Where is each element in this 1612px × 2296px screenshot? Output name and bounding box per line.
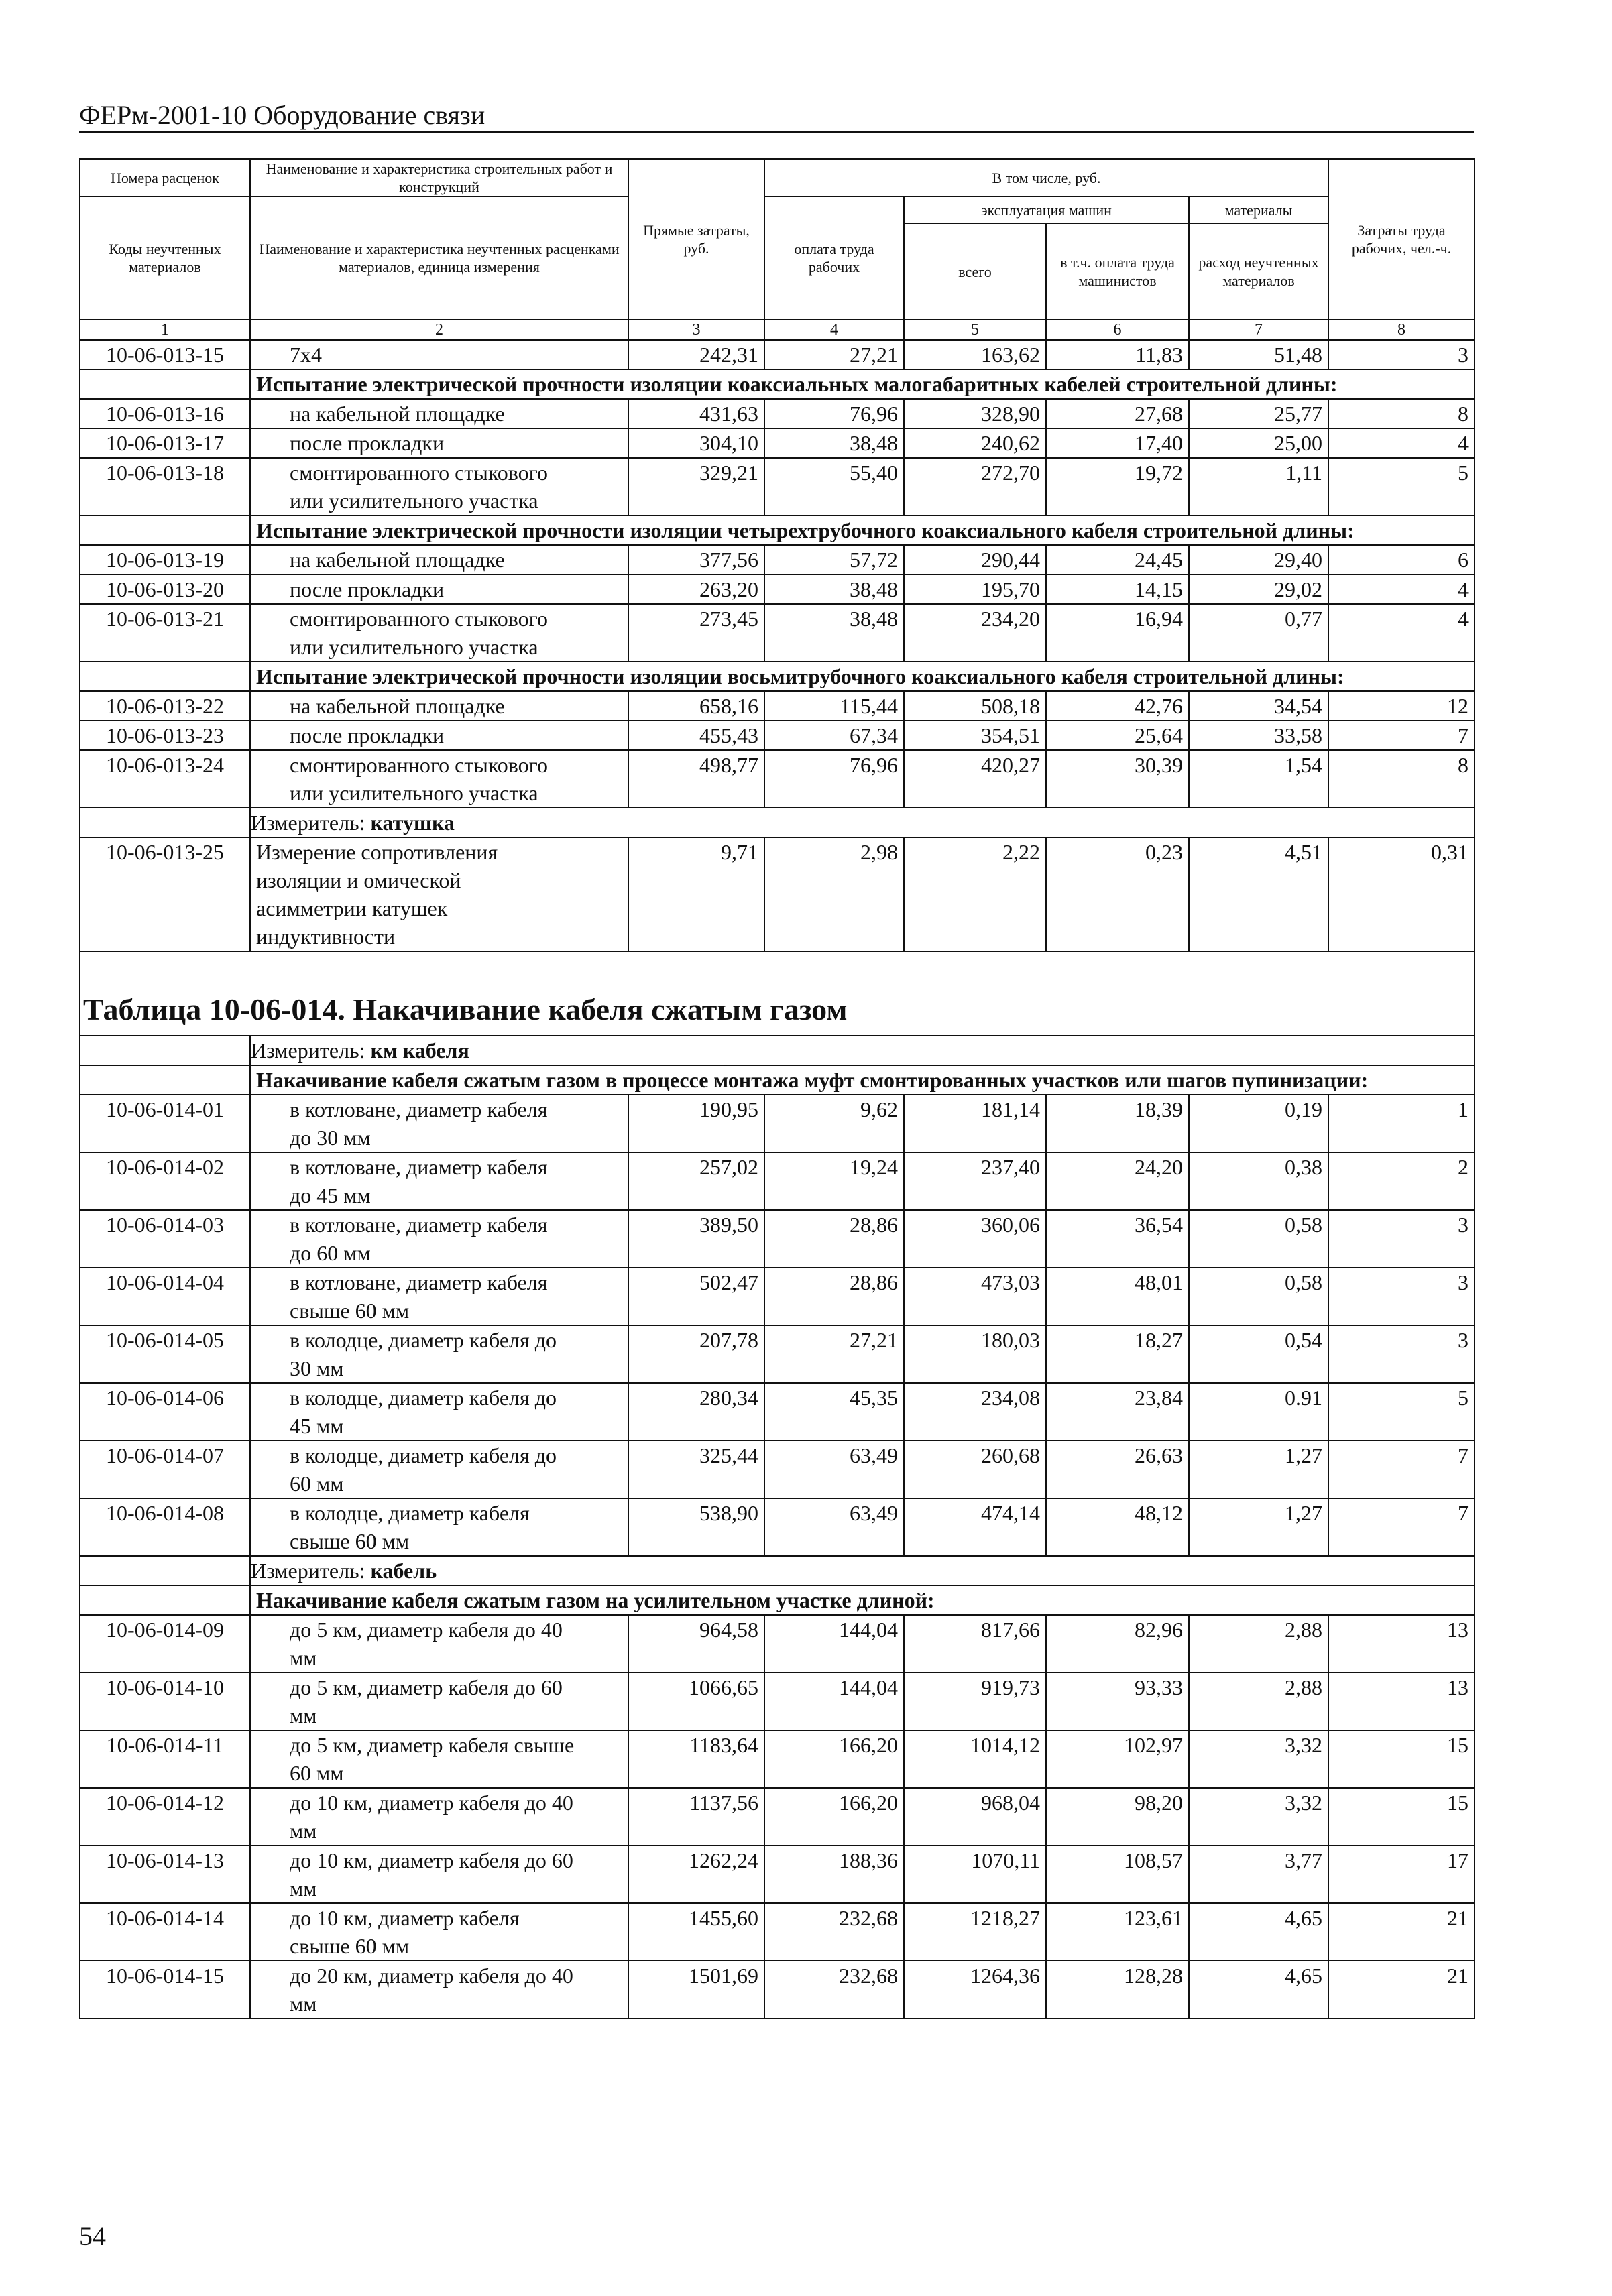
work-name: в котловане, диаметр кабеля свыше 60 мм <box>250 1268 628 1325</box>
materials: 0,54 <box>1189 1325 1328 1383</box>
work-name: после прокладки <box>250 575 628 604</box>
labor: 4 <box>1328 604 1475 662</box>
labor: 6 <box>1328 545 1475 575</box>
measure-row <box>80 1036 1475 1065</box>
column-number: 2 <box>250 320 628 340</box>
rate-code: 10-06-013-21 <box>80 604 250 662</box>
wages: 115,44 <box>764 691 904 721</box>
machines-wages: 25,64 <box>1046 721 1189 750</box>
materials: 25,00 <box>1189 428 1328 458</box>
wages: 28,86 <box>764 1210 904 1268</box>
machines-wages: 48,01 <box>1046 1268 1189 1325</box>
table-row <box>80 1846 1475 1903</box>
empty-cell <box>80 369 250 399</box>
work-name: на кабельной площадке <box>250 399 628 428</box>
labor: 21 <box>1328 1903 1475 1961</box>
materials: 3,32 <box>1189 1788 1328 1846</box>
machines-wages: 102,97 <box>1046 1730 1189 1788</box>
machines-wages: 42,76 <box>1046 691 1189 721</box>
measure-unit <box>250 1036 1475 1065</box>
wages: 188,36 <box>764 1846 904 1903</box>
measure-label: Измеритель: <box>251 1038 371 1063</box>
direct-costs: 273,45 <box>628 604 764 662</box>
direct-costs: 242,31 <box>628 340 764 369</box>
work-name: в котловане, диаметр кабеля до 45 мм <box>250 1152 628 1210</box>
rates-table <box>79 158 1475 2019</box>
column-number: 8 <box>1328 320 1475 340</box>
labor: 0,31 <box>1328 837 1475 951</box>
table-row <box>80 1210 1475 1268</box>
page-number: 54 <box>79 2221 106 2251</box>
direct-costs: 389,50 <box>628 1210 764 1268</box>
section-heading: Накачивание кабеля сжатым газом на усилительном участке длиной: <box>250 1585 1475 1615</box>
measure-value: катушка <box>370 810 455 835</box>
labor: 13 <box>1328 1615 1475 1673</box>
work-name: на кабельной площадке <box>250 691 628 721</box>
table-row <box>80 1615 1475 1673</box>
rate-code: 10-06-014-05 <box>80 1325 250 1383</box>
table-row <box>80 399 1475 428</box>
wages: 55,40 <box>764 458 904 516</box>
section-heading: Испытание электрической прочности изоляции восьмитрубочного коаксиального кабеля строительной длины: <box>250 662 1475 691</box>
materials: 3,77 <box>1189 1846 1328 1903</box>
work-name: в колодце, диаметр кабеля до 60 мм <box>250 1441 628 1498</box>
direct-costs: 263,20 <box>628 575 764 604</box>
direct-costs: 329,21 <box>628 458 764 516</box>
work-name: 7х4 <box>250 340 628 369</box>
header-codes-top: Номера расценок <box>80 159 250 196</box>
wages: 232,68 <box>764 1903 904 1961</box>
labor: 1 <box>1328 1095 1475 1152</box>
rate-code: 10-06-014-13 <box>80 1846 250 1903</box>
work-name: до 10 км, диаметр кабеля свыше 60 мм <box>250 1903 628 1961</box>
labor: 3 <box>1328 340 1475 369</box>
column-number: 5 <box>904 320 1046 340</box>
table-row <box>80 1441 1475 1498</box>
materials: 0,19 <box>1189 1095 1328 1152</box>
machines-total: 473,03 <box>904 1268 1046 1325</box>
rate-code: 10-06-013-17 <box>80 428 250 458</box>
machines-wages: 123,61 <box>1046 1903 1189 1961</box>
table-title-row <box>80 951 1475 1036</box>
machines-total: 272,70 <box>904 458 1046 516</box>
work-name: до 10 км, диаметр кабеля до 60 мм <box>250 1846 628 1903</box>
rate-code: 10-06-014-14 <box>80 1903 250 1961</box>
wages: 76,96 <box>764 399 904 428</box>
labor: 3 <box>1328 1325 1475 1383</box>
direct-costs: 502,47 <box>628 1268 764 1325</box>
materials: 25,77 <box>1189 399 1328 428</box>
header-codes-bottom: Коды неучтенных материалов <box>80 196 250 320</box>
machines-wages: 108,57 <box>1046 1846 1189 1903</box>
header-materials: материалы <box>1189 196 1328 223</box>
machines-total: 1070,11 <box>904 1846 1046 1903</box>
empty-cell <box>80 1556 250 1585</box>
wages: 2,98 <box>764 837 904 951</box>
header-name-top: Наименование и характеристика строительных работ и конструкций <box>250 159 628 196</box>
rate-code: 10-06-014-04 <box>80 1268 250 1325</box>
work-name: смонтированного стыкового или усилительного участка <box>250 458 628 516</box>
column-number: 6 <box>1046 320 1189 340</box>
machines-total: 2,22 <box>904 837 1046 951</box>
labor: 13 <box>1328 1673 1475 1730</box>
wages: 28,86 <box>764 1268 904 1325</box>
materials: 4,51 <box>1189 837 1328 951</box>
table-row <box>80 428 1475 458</box>
header-materials-unaccounted: расход неучтенных материалов <box>1189 223 1328 320</box>
machines-wages: 19,72 <box>1046 458 1189 516</box>
rate-code: 10-06-013-23 <box>80 721 250 750</box>
wages: 166,20 <box>764 1730 904 1788</box>
table-row <box>80 1903 1475 1961</box>
work-name: до 20 км, диаметр кабеля до 40 мм <box>250 1961 628 2018</box>
measure-unit <box>250 808 1475 837</box>
wages: 144,04 <box>764 1615 904 1673</box>
table-row <box>80 1268 1475 1325</box>
machines-total: 1264,36 <box>904 1961 1046 2018</box>
machines-wages: 18,39 <box>1046 1095 1189 1152</box>
machines-total: 180,03 <box>904 1325 1046 1383</box>
empty-cell <box>80 808 250 837</box>
rate-code: 10-06-014-15 <box>80 1961 250 2018</box>
materials: 0,58 <box>1189 1268 1328 1325</box>
rate-code: 10-06-014-10 <box>80 1673 250 1730</box>
wages: 38,48 <box>764 428 904 458</box>
machines-total: 240,62 <box>904 428 1046 458</box>
table-row <box>80 1152 1475 1210</box>
labor: 7 <box>1328 1441 1475 1498</box>
labor: 12 <box>1328 691 1475 721</box>
materials: 0,58 <box>1189 1210 1328 1268</box>
materials: 1,27 <box>1189 1498 1328 1556</box>
table-header <box>80 159 1475 340</box>
work-name: до 10 км, диаметр кабеля до 40 мм <box>250 1788 628 1846</box>
table-row <box>80 1730 1475 1788</box>
measure-row <box>80 1556 1475 1585</box>
rate-code: 10-06-014-11 <box>80 1730 250 1788</box>
machines-total: 237,40 <box>904 1152 1046 1210</box>
section-heading: Испытание электрической прочности изоляции четырехтрубочного коаксиального кабеля строительной длины: <box>250 516 1475 545</box>
table-row <box>80 1788 1475 1846</box>
materials: 3,32 <box>1189 1730 1328 1788</box>
direct-costs: 207,78 <box>628 1325 764 1383</box>
machines-total: 290,44 <box>904 545 1046 575</box>
work-name: смонтированного стыкового или усилительного участка <box>250 750 628 808</box>
labor: 3 <box>1328 1268 1475 1325</box>
wages: 166,20 <box>764 1788 904 1846</box>
machines-total: 260,68 <box>904 1441 1046 1498</box>
rate-code: 10-06-014-12 <box>80 1788 250 1846</box>
machines-total: 354,51 <box>904 721 1046 750</box>
machines-wages: 30,39 <box>1046 750 1189 808</box>
rate-code: 10-06-013-19 <box>80 545 250 575</box>
direct-costs: 658,16 <box>628 691 764 721</box>
machines-total: 328,90 <box>904 399 1046 428</box>
machines-total: 181,14 <box>904 1095 1046 1152</box>
wages: 63,49 <box>764 1498 904 1556</box>
table-row <box>80 340 1475 369</box>
machines-wages: 24,20 <box>1046 1152 1189 1210</box>
labor: 15 <box>1328 1730 1475 1788</box>
rate-code: 10-06-014-03 <box>80 1210 250 1268</box>
direct-costs: 280,34 <box>628 1383 764 1441</box>
direct-costs: 1501,69 <box>628 1961 764 2018</box>
machines-total: 234,08 <box>904 1383 1046 1441</box>
machines-total: 817,66 <box>904 1615 1046 1673</box>
machines-total: 968,04 <box>904 1788 1046 1846</box>
wages: 19,24 <box>764 1152 904 1210</box>
section-heading: Накачивание кабеля сжатым газом в процессе монтажа муфт смонтированных участков или шагов пупинизации: <box>250 1065 1475 1095</box>
empty-cell <box>80 662 250 691</box>
machines-total: 163,62 <box>904 340 1046 369</box>
empty-cell <box>80 1585 250 1615</box>
section-row <box>80 1065 1475 1095</box>
rate-code: 10-06-013-18 <box>80 458 250 516</box>
wages: 57,72 <box>764 545 904 575</box>
machines-wages: 23,84 <box>1046 1383 1189 1441</box>
wages: 232,68 <box>764 1961 904 2018</box>
machines-total: 195,70 <box>904 575 1046 604</box>
page-header: ФЕРм-2001-10 Оборудование связи <box>79 99 1474 133</box>
materials: 51,48 <box>1189 340 1328 369</box>
table-row <box>80 545 1475 575</box>
section-heading: Испытание электрической прочности изоляции коаксиальных малогабаритных кабелей строительной длины: <box>250 369 1475 399</box>
direct-costs: 190,95 <box>628 1095 764 1152</box>
header-labor: Затраты труда рабочих, чел.-ч. <box>1328 159 1475 320</box>
direct-costs: 498,77 <box>628 750 764 808</box>
direct-costs: 431,63 <box>628 399 764 428</box>
machines-wages: 36,54 <box>1046 1210 1189 1268</box>
labor: 7 <box>1328 721 1475 750</box>
labor: 2 <box>1328 1152 1475 1210</box>
wages: 76,96 <box>764 750 904 808</box>
table-row <box>80 1673 1475 1730</box>
wages: 144,04 <box>764 1673 904 1730</box>
materials: 1,27 <box>1189 1441 1328 1498</box>
machines-wages: 82,96 <box>1046 1615 1189 1673</box>
work-name: до 5 км, диаметр кабеля свыше 60 мм <box>250 1730 628 1788</box>
materials: 0.91 <box>1189 1383 1328 1441</box>
machines-total: 1218,27 <box>904 1903 1046 1961</box>
machines-total: 420,27 <box>904 750 1046 808</box>
empty-cell <box>80 1036 250 1065</box>
labor: 4 <box>1328 575 1475 604</box>
table-row <box>80 1383 1475 1441</box>
table-row <box>80 1095 1475 1152</box>
wages: 9,62 <box>764 1095 904 1152</box>
rate-code: 10-06-014-07 <box>80 1441 250 1498</box>
measure-label: Измеритель: <box>251 1559 371 1583</box>
labor: 21 <box>1328 1961 1475 2018</box>
header-direct-costs: Прямые затраты, руб. <box>628 159 764 320</box>
machines-wages: 128,28 <box>1046 1961 1189 2018</box>
work-name: в колодце, диаметр кабеля до 30 мм <box>250 1325 628 1383</box>
column-number: 7 <box>1189 320 1328 340</box>
machines-wages: 14,15 <box>1046 575 1189 604</box>
labor: 4 <box>1328 428 1475 458</box>
work-name: в колодце, диаметр кабеля свыше 60 мм <box>250 1498 628 1556</box>
materials: 34,54 <box>1189 691 1328 721</box>
header-machines-total: всего <box>904 223 1046 320</box>
measure-value: кабель <box>370 1559 437 1583</box>
labor: 8 <box>1328 750 1475 808</box>
labor: 7 <box>1328 1498 1475 1556</box>
materials: 0,38 <box>1189 1152 1328 1210</box>
machines-wages: 98,20 <box>1046 1788 1189 1846</box>
direct-costs: 257,02 <box>628 1152 764 1210</box>
table-row <box>80 1961 1475 2018</box>
materials: 1,54 <box>1189 750 1328 808</box>
wages: 27,21 <box>764 340 904 369</box>
table-body <box>80 340 1475 2018</box>
materials: 4,65 <box>1189 1903 1328 1961</box>
table-row <box>80 837 1475 951</box>
section-row <box>80 369 1475 399</box>
work-name: на кабельной площадке <box>250 545 628 575</box>
wages: 38,48 <box>764 575 904 604</box>
table-row <box>80 575 1475 604</box>
materials: 0,77 <box>1189 604 1328 662</box>
rate-code: 10-06-013-20 <box>80 575 250 604</box>
direct-costs: 1455,60 <box>628 1903 764 1961</box>
materials: 1,11 <box>1189 458 1328 516</box>
direct-costs: 377,56 <box>628 545 764 575</box>
labor: 17 <box>1328 1846 1475 1903</box>
table-title: Таблица 10-06-014. Накачивание кабеля сжатым газом <box>80 951 1475 1036</box>
work-name: Измерение сопротивления изоляции и омической асимметрии катушек индуктивности <box>250 837 628 951</box>
machines-total: 1014,12 <box>904 1730 1046 1788</box>
materials: 2,88 <box>1189 1673 1328 1730</box>
rate-code: 10-06-014-02 <box>80 1152 250 1210</box>
wages: 63,49 <box>764 1441 904 1498</box>
table-row <box>80 721 1475 750</box>
header-machines-wages: в т.ч. оплата труда машинистов <box>1046 223 1189 320</box>
section-row <box>80 662 1475 691</box>
header-wages: оплата труда рабочих <box>764 196 904 320</box>
machines-total: 360,06 <box>904 1210 1046 1268</box>
measure-unit <box>250 1556 1475 1585</box>
column-number: 3 <box>628 320 764 340</box>
machines-wages: 11,83 <box>1046 340 1189 369</box>
table-row <box>80 750 1475 808</box>
header-machines: эксплуатация машин <box>904 196 1189 223</box>
machines-wages: 27,68 <box>1046 399 1189 428</box>
direct-costs: 304,10 <box>628 428 764 458</box>
work-name: до 5 км, диаметр кабеля до 40 мм <box>250 1615 628 1673</box>
labor: 5 <box>1328 458 1475 516</box>
labor: 5 <box>1328 1383 1475 1441</box>
wages: 67,34 <box>764 721 904 750</box>
table-row <box>80 691 1475 721</box>
direct-costs: 1183,64 <box>628 1730 764 1788</box>
rate-code: 10-06-013-16 <box>80 399 250 428</box>
labor: 8 <box>1328 399 1475 428</box>
wages: 38,48 <box>764 604 904 662</box>
header-name-bottom: Наименование и характеристика неучтенных расценками материалов, единица измерения <box>250 196 628 320</box>
direct-costs: 1066,65 <box>628 1673 764 1730</box>
empty-cell <box>80 1065 250 1095</box>
rate-code: 10-06-014-08 <box>80 1498 250 1556</box>
work-name: смонтированного стыкового или усилительного участка <box>250 604 628 662</box>
direct-costs: 1137,56 <box>628 1788 764 1846</box>
rate-code: 10-06-014-06 <box>80 1383 250 1441</box>
work-name: в котловане, диаметр кабеля до 60 мм <box>250 1210 628 1268</box>
machines-wages: 0,23 <box>1046 837 1189 951</box>
machines-wages: 93,33 <box>1046 1673 1189 1730</box>
direct-costs: 1262,24 <box>628 1846 764 1903</box>
column-number: 1 <box>80 320 250 340</box>
machines-wages: 17,40 <box>1046 428 1189 458</box>
measure-value: км кабеля <box>370 1038 469 1063</box>
direct-costs: 9,71 <box>628 837 764 951</box>
machines-wages: 18,27 <box>1046 1325 1189 1383</box>
rate-code: 10-06-014-09 <box>80 1615 250 1673</box>
table-row <box>80 604 1475 662</box>
materials: 2,88 <box>1189 1615 1328 1673</box>
machines-total: 919,73 <box>904 1673 1046 1730</box>
header-including: В том числе, руб. <box>764 159 1328 196</box>
rate-code: 10-06-013-24 <box>80 750 250 808</box>
rate-code: 10-06-013-22 <box>80 691 250 721</box>
empty-cell <box>80 516 250 545</box>
direct-costs: 964,58 <box>628 1615 764 1673</box>
machines-wages: 26,63 <box>1046 1441 1189 1498</box>
wages: 27,21 <box>764 1325 904 1383</box>
materials: 29,02 <box>1189 575 1328 604</box>
measure-row <box>80 808 1475 837</box>
section-row <box>80 516 1475 545</box>
labor: 3 <box>1328 1210 1475 1268</box>
direct-costs: 455,43 <box>628 721 764 750</box>
direct-costs: 538,90 <box>628 1498 764 1556</box>
table-row <box>80 458 1475 516</box>
work-name: в котловане, диаметр кабеля до 30 мм <box>250 1095 628 1152</box>
machines-total: 474,14 <box>904 1498 1046 1556</box>
machines-total: 234,20 <box>904 604 1046 662</box>
section-row <box>80 1585 1475 1615</box>
wages: 45,35 <box>764 1383 904 1441</box>
work-name: после прокладки <box>250 721 628 750</box>
measure-label: Измеритель: <box>251 810 371 835</box>
table-row <box>80 1325 1475 1383</box>
direct-costs: 325,44 <box>628 1441 764 1498</box>
work-name: после прокладки <box>250 428 628 458</box>
materials: 4,65 <box>1189 1961 1328 2018</box>
labor: 15 <box>1328 1788 1475 1846</box>
materials: 33,58 <box>1189 721 1328 750</box>
materials: 29,40 <box>1189 545 1328 575</box>
machines-wages: 48,12 <box>1046 1498 1189 1556</box>
rate-code: 10-06-013-15 <box>80 340 250 369</box>
rate-code: 10-06-013-25 <box>80 837 250 951</box>
table-row <box>80 1498 1475 1556</box>
machines-wages: 16,94 <box>1046 604 1189 662</box>
work-name: до 5 км, диаметр кабеля до 60 мм <box>250 1673 628 1730</box>
rate-code: 10-06-014-01 <box>80 1095 250 1152</box>
work-name: в колодце, диаметр кабеля до 45 мм <box>250 1383 628 1441</box>
machines-wages: 24,45 <box>1046 545 1189 575</box>
column-number: 4 <box>764 320 904 340</box>
machines-total: 508,18 <box>904 691 1046 721</box>
